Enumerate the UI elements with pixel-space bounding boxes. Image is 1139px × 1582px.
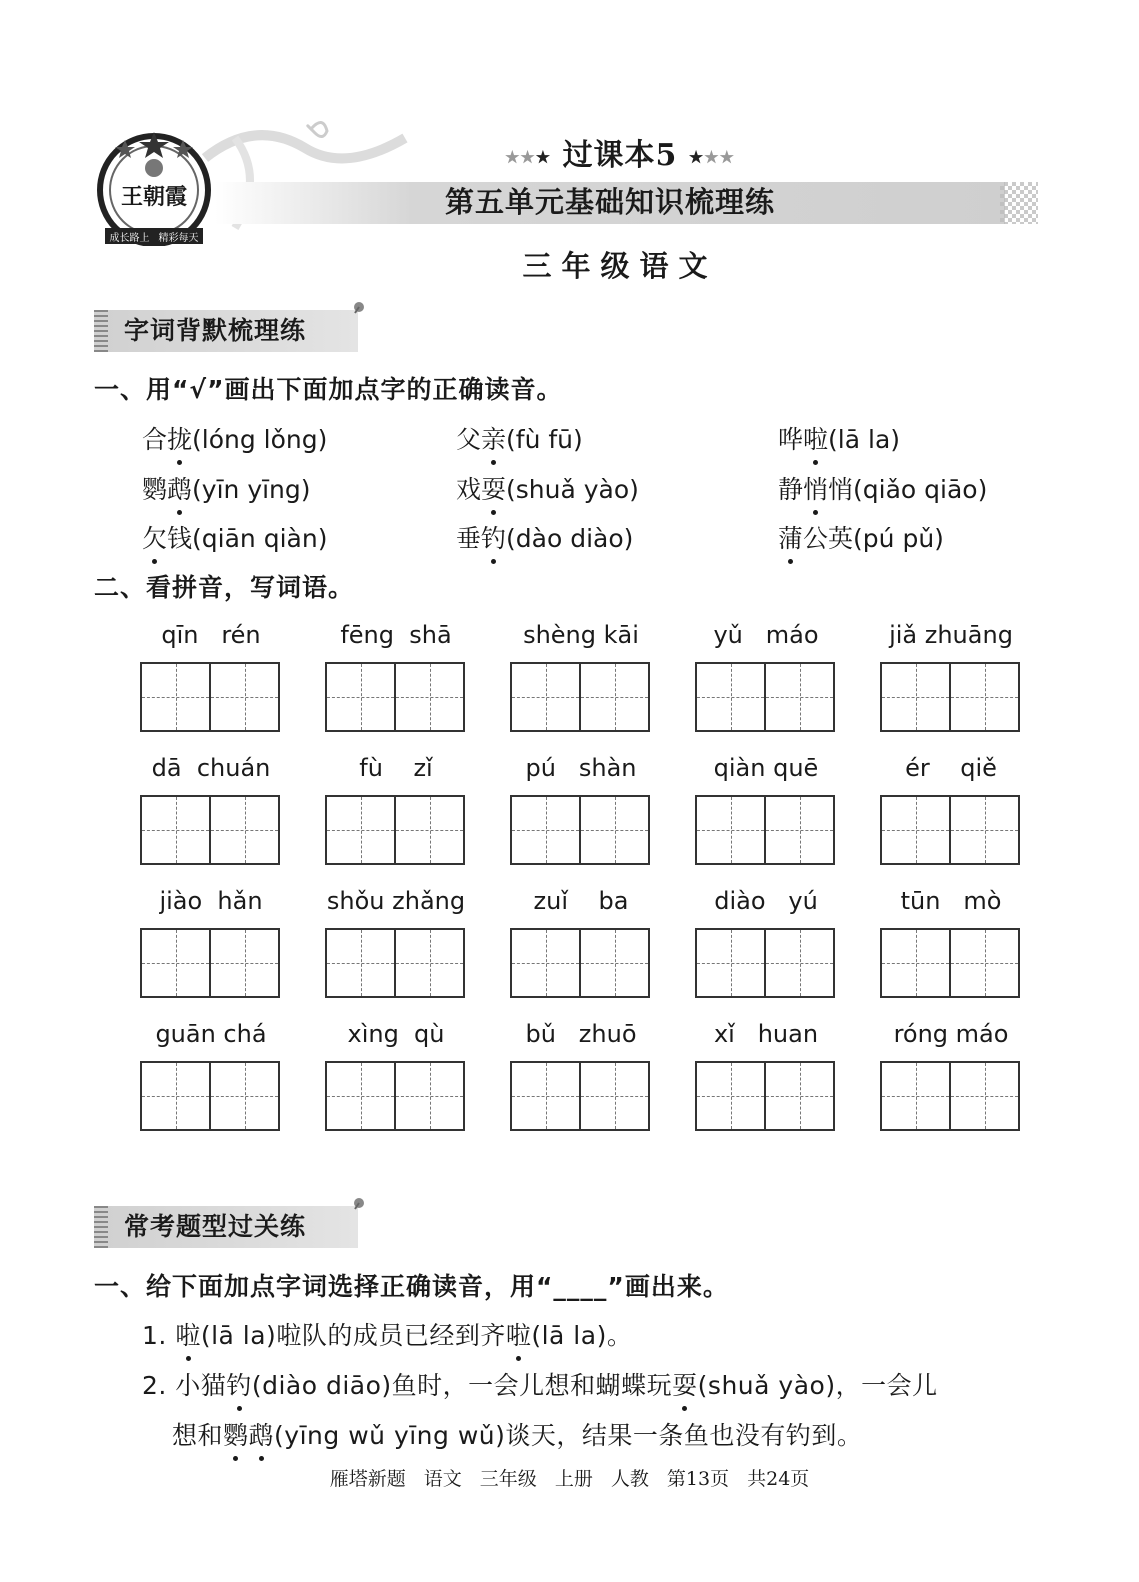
character-box[interactable] — [697, 1063, 766, 1129]
character-box[interactable] — [142, 664, 211, 730]
star-icon: ★ — [505, 147, 521, 167]
dotted-char: 拢 — [167, 420, 192, 456]
writing-boxes[interactable] — [140, 662, 280, 732]
pinyin-options: (lóng lǒng) — [192, 425, 328, 454]
choice-item — [456, 519, 633, 555]
dotted-char: 鹉 — [249, 1416, 275, 1452]
writing-boxes[interactable] — [695, 662, 835, 732]
star-icon: ★ — [688, 147, 705, 167]
character-box[interactable] — [581, 1063, 648, 1129]
character-box[interactable] — [697, 930, 766, 996]
character-box[interactable] — [951, 664, 1018, 730]
character-box[interactable] — [766, 930, 833, 996]
writing-boxes[interactable] — [325, 1061, 465, 1131]
word-grid-cell — [140, 751, 282, 865]
series-text: 过课本5 — [562, 138, 678, 173]
character-box[interactable] — [327, 930, 396, 996]
sentence-2 — [142, 1366, 938, 1402]
star-icon: ★ — [704, 147, 720, 167]
writing-boxes[interactable] — [325, 795, 465, 865]
logo-name: 王朝霞 — [120, 184, 187, 210]
pin-icon — [352, 1196, 366, 1210]
character-box[interactable] — [766, 797, 833, 863]
word-grid-cell — [325, 618, 467, 732]
character-box[interactable] — [581, 797, 648, 863]
dotted-char: 啦 — [175, 1316, 201, 1352]
pinyin-label: fù zǐ — [359, 754, 433, 782]
star-icon: ★ — [719, 147, 735, 167]
pinyin-options: (shuǎ yào) — [506, 475, 639, 504]
section-title: 常考题型过关练 — [124, 1212, 307, 1241]
pinyin-options: (lā la) — [828, 425, 901, 454]
word-grid-cell — [325, 751, 467, 865]
section-title: 字词背默梳理练 — [124, 316, 307, 345]
word-grid-cell — [140, 1017, 282, 1131]
writing-boxes[interactable] — [510, 1061, 650, 1131]
word-grid-cell — [510, 618, 652, 732]
pinyin-options: (dào diào) — [506, 524, 634, 553]
pinyin-label: bǔ zhuō — [525, 1020, 637, 1048]
pinyin-label: qīn rén — [161, 621, 261, 649]
choice-item — [456, 470, 639, 506]
pinyin-label: xǐ huan — [713, 1020, 819, 1048]
writing-boxes[interactable] — [140, 795, 280, 865]
character-box[interactable] — [396, 797, 463, 863]
writing-boxes[interactable] — [510, 662, 650, 732]
word-grid-cell — [325, 1017, 467, 1131]
character-box[interactable] — [142, 1063, 211, 1129]
character-box[interactable] — [327, 664, 396, 730]
writing-boxes[interactable] — [695, 1061, 835, 1131]
pinyin-label: tūn mò — [900, 887, 1002, 915]
character-box[interactable] — [882, 930, 951, 996]
pinyin-options: (fù fū) — [506, 425, 583, 454]
character-box[interactable] — [697, 664, 766, 730]
banner-stripes — [94, 1206, 108, 1248]
word-grid-cell — [880, 1017, 1022, 1131]
choice-item — [142, 470, 311, 506]
word-grid-cell — [510, 1017, 652, 1131]
writing-boxes[interactable] — [880, 795, 1020, 865]
pinyin-label: pú shàn — [525, 754, 637, 782]
character-box[interactable] — [697, 797, 766, 863]
page-footer: 雁塔新题 语文 三年级 上册 人教 第13页 共24页 — [329, 1468, 810, 1490]
word-grid-cell — [695, 1017, 837, 1131]
word-grid-cell — [695, 618, 837, 732]
word-grid-cell — [880, 884, 1022, 998]
word-grid-cell — [880, 618, 1022, 732]
sentence-text: 2. 小猫 — [142, 1371, 227, 1400]
character-box[interactable] — [951, 1063, 1018, 1129]
character-box[interactable] — [142, 797, 211, 863]
dotted-char: 悄 — [803, 470, 828, 506]
section-banner-vocabulary — [94, 310, 358, 352]
question-heading: 一、用“√”画出下面加点字的正确读音。 — [94, 375, 563, 404]
writing-boxes[interactable] — [510, 795, 650, 865]
writing-boxes[interactable] — [695, 795, 835, 865]
pinyin-label: jiǎ zhuāng — [889, 621, 1013, 649]
choice-item — [456, 420, 583, 456]
pinyin-label: qiàn quē — [713, 754, 819, 782]
character-box[interactable] — [766, 1063, 833, 1129]
dotted-char: 钓 — [226, 1366, 252, 1402]
pinyin-label: yǔ máo — [713, 621, 819, 649]
writing-boxes[interactable] — [325, 928, 465, 998]
sentence-text: 1. — [142, 1321, 176, 1350]
writing-boxes[interactable] — [140, 928, 280, 998]
word-grid-cell — [140, 884, 282, 998]
dotted-char: 耍 — [481, 470, 506, 506]
sentence-1 — [142, 1316, 632, 1352]
character-box[interactable] — [211, 797, 278, 863]
character-box[interactable] — [211, 930, 278, 996]
character-box[interactable] — [882, 664, 951, 730]
pinyin-label: dā chuán — [151, 754, 271, 782]
star-icon: ★ — [520, 147, 536, 167]
writing-boxes[interactable] — [880, 1061, 1020, 1131]
word-text: 垂 — [456, 524, 482, 553]
character-box[interactable] — [512, 930, 581, 996]
writing-boxes[interactable] — [140, 1061, 280, 1131]
series-label — [430, 130, 810, 174]
character-box[interactable] — [327, 1063, 396, 1129]
writing-boxes[interactable] — [510, 928, 650, 998]
character-box[interactable] — [512, 1063, 581, 1129]
pinyin-label: guān chá — [155, 1020, 267, 1048]
character-box[interactable] — [581, 930, 648, 996]
sentence-text: (yīng wǔ yīng wǔ)谈天，结果一条鱼也没有钓到。 — [274, 1421, 863, 1450]
sentence-text: (lā la)啦队的成员已经到齐 — [200, 1321, 506, 1350]
section-banner-practice — [94, 1206, 358, 1248]
question-heading: 一、给下面加点字词选择正确读音，用“____”画出来。 — [94, 1272, 729, 1301]
dotted-char: 耍 — [672, 1366, 698, 1402]
character-box[interactable] — [951, 797, 1018, 863]
pinyin-label: jiào hǎn — [159, 887, 263, 915]
choice-item — [778, 470, 987, 506]
word-text: 戏 — [456, 475, 482, 504]
pinyin-label: róng máo — [893, 1020, 1009, 1048]
checker-decoration — [1000, 182, 1038, 224]
choice-item — [142, 519, 327, 555]
pinyin-label: shǒu zhǎng — [326, 887, 466, 915]
character-box[interactable] — [396, 1063, 463, 1129]
word-grid-cell — [880, 751, 1022, 865]
character-box[interactable] — [581, 664, 648, 730]
publisher-logo — [95, 128, 213, 246]
word-grid-cell — [695, 884, 837, 998]
star-icon: ★ — [535, 147, 552, 167]
pinyin-label: diào yú — [714, 887, 818, 915]
sentence-text: (lā la)。 — [531, 1321, 633, 1350]
dotted-char: 鹦 — [223, 1416, 249, 1452]
banner-stripes — [94, 310, 108, 352]
pinyin-label: shèng kāi — [523, 621, 639, 649]
writing-boxes[interactable] — [880, 662, 1020, 732]
page-title: 第五单元基础知识梳理练 — [444, 185, 775, 219]
pinyin-options: (qiān qiàn) — [192, 524, 328, 553]
word-text: 公英 — [803, 524, 854, 553]
dotted-char: 啦 — [803, 420, 828, 456]
character-box[interactable] — [882, 1063, 951, 1129]
character-box[interactable] — [512, 797, 581, 863]
word-grid-cell — [510, 884, 652, 998]
sentence-2-continued — [172, 1416, 862, 1452]
writing-boxes[interactable] — [880, 928, 1020, 998]
question-heading: 二、看拼音，写词语。 — [94, 573, 355, 602]
writing-boxes[interactable] — [325, 662, 465, 732]
word-grid-cell — [695, 751, 837, 865]
character-box[interactable] — [211, 664, 278, 730]
dotted-char: 欠 — [142, 519, 167, 555]
character-box[interactable] — [512, 664, 581, 730]
character-box[interactable] — [211, 1063, 278, 1129]
choice-item — [142, 420, 327, 456]
word-text: 鹦 — [142, 475, 168, 504]
writing-boxes[interactable] — [695, 928, 835, 998]
character-box[interactable] — [766, 664, 833, 730]
pinyin-label: ér qiě — [905, 754, 997, 782]
sentence-text: 想和 — [172, 1421, 224, 1450]
word-text: 钱 — [167, 524, 193, 553]
pinyin-label: zuǐ ba — [533, 887, 629, 915]
character-box[interactable] — [396, 930, 463, 996]
character-box[interactable] — [882, 797, 951, 863]
logo-slogan-right: 精彩每天 — [158, 233, 199, 244]
dotted-char: 亲 — [481, 420, 506, 456]
dotted-char: 蒲 — [778, 519, 803, 555]
character-box[interactable] — [951, 930, 1018, 996]
word-grid-cell — [325, 884, 467, 998]
character-box[interactable] — [396, 664, 463, 730]
dotted-char: 啦 — [506, 1316, 532, 1352]
word-grid-cell — [140, 618, 282, 732]
word-text: 哗 — [778, 425, 804, 454]
character-box[interactable] — [327, 797, 396, 863]
pinyin-options: (yīn yīng) — [192, 475, 311, 504]
word-text: 父 — [456, 425, 482, 454]
word-text: 悄 — [828, 475, 854, 504]
pinyin-options: (qiǎo qiāo) — [853, 475, 988, 504]
character-box[interactable] — [142, 930, 211, 996]
word-text: 合 — [142, 425, 168, 454]
sentence-text: (diào diāo)鱼时，一会儿想和蝴蝶玩 — [251, 1371, 673, 1400]
dotted-char: 鹉 — [167, 470, 192, 506]
pinyin-options: (pú pǔ) — [853, 524, 944, 553]
page-subtitle: 三年级语文 — [522, 249, 718, 283]
dotted-char: 钓 — [481, 519, 506, 555]
pin-icon — [352, 300, 366, 314]
choice-item — [778, 420, 900, 456]
choice-item — [778, 519, 944, 555]
word-text: 静 — [778, 475, 804, 504]
sentence-text: (shuǎ yào)，一会儿 — [697, 1371, 938, 1400]
pinyin-label: xìng qù — [347, 1020, 445, 1048]
logo-slogan-left: 成长路上 — [109, 233, 150, 244]
logo-slogan — [105, 229, 203, 244]
word-grid-cell — [510, 751, 652, 865]
pinyin-label: fēng shā — [340, 621, 452, 649]
